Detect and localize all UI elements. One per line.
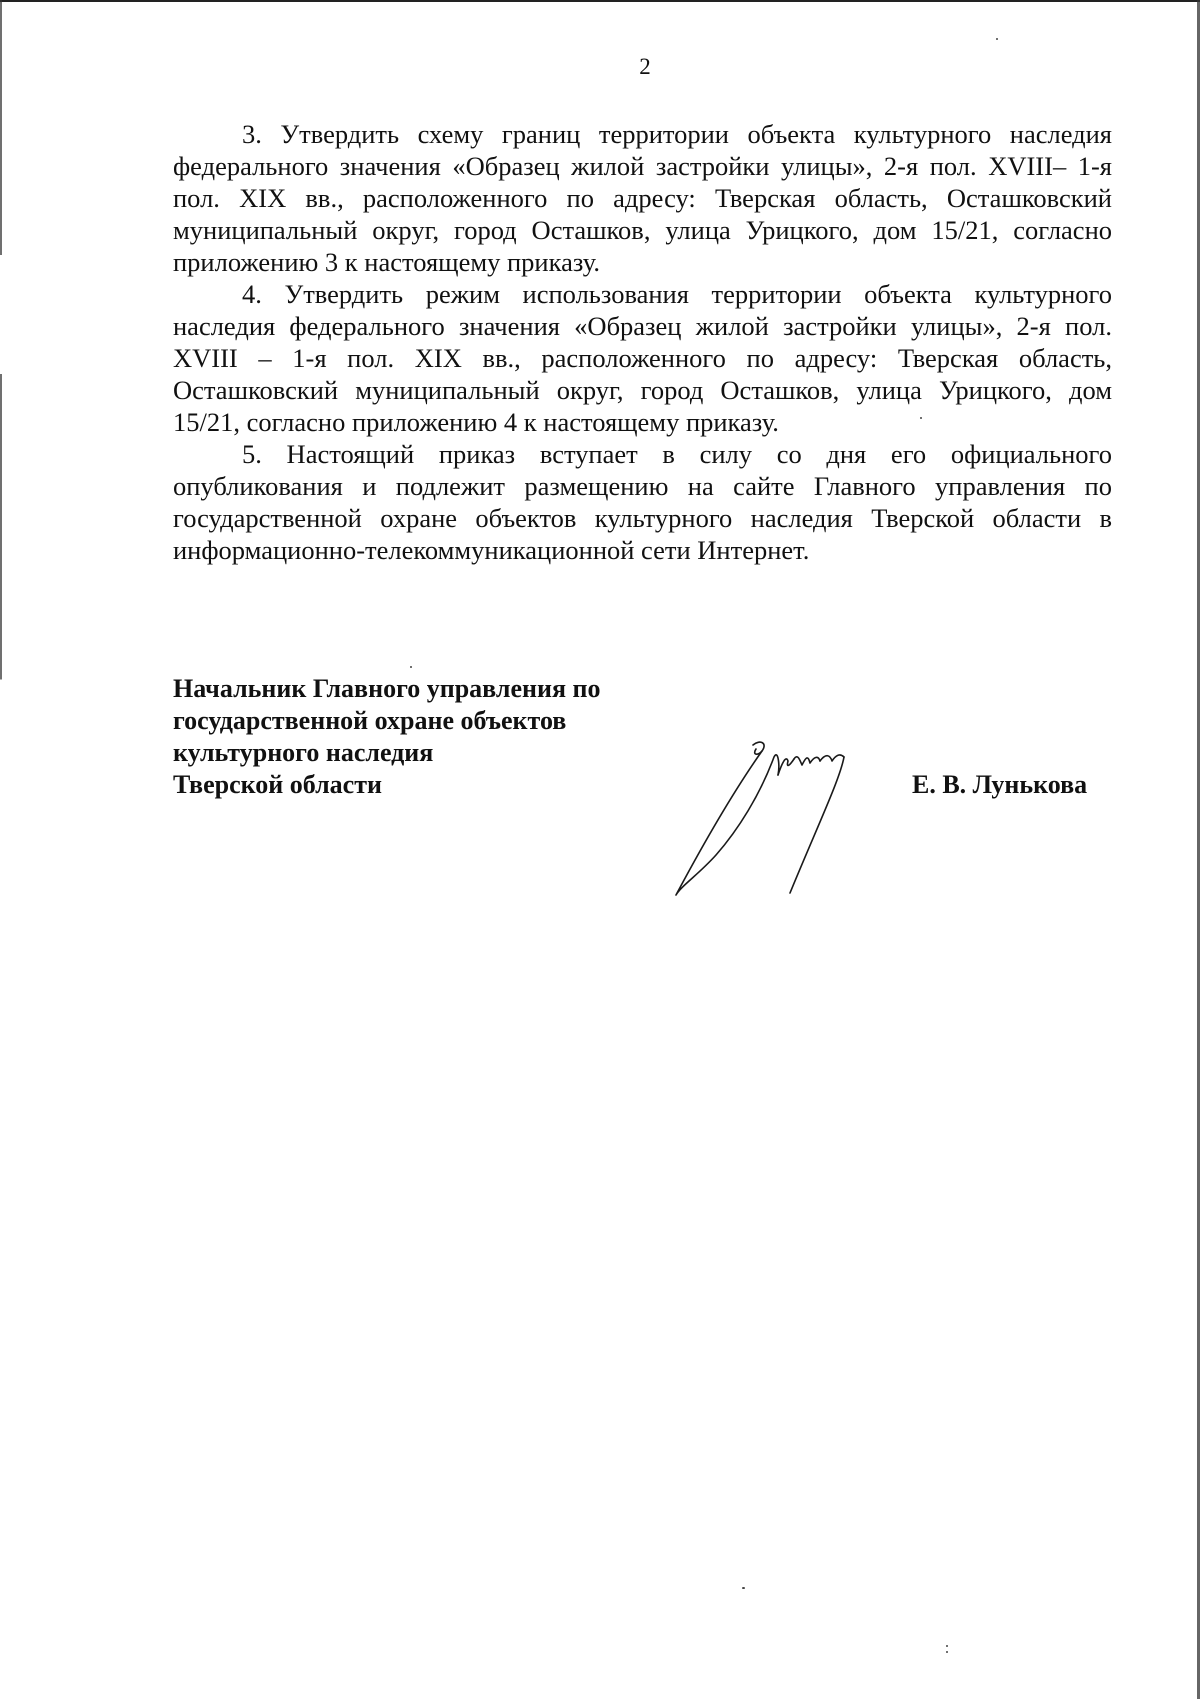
scan-speck — [742, 1587, 745, 1589]
signer-position-line: Тверской области — [173, 770, 382, 799]
paragraph-item-3: 3. Утвердить схему границ территории объекта культурного наследия федерального значения «Образец жилой застройки улицы», 2-я пол. XVIII– 1-я пол. XIX вв., расположенного по адресу: Тверская область, Осташковский муниципальный округ, город Осташков, улица Урицкого, дом 15/21, согласно приложению 3 к настоящему приказу. — [173, 119, 1112, 277]
signer-position-line: государственной охране объектов — [173, 706, 567, 735]
page-number: 2 — [639, 54, 651, 79]
scan-speck — [920, 417, 922, 419]
scan-speck — [410, 666, 412, 668]
scan-edge-left — [0, 0, 2, 1699]
paragraph-item-4: 4. Утвердить режим использования территории объекта культурного наследия федерального значения «Образец жилой застройки улицы», 2-я пол. XVIII – 1-я пол. XIX вв., расположенного по адресу: Тверская область, Осташковский муниципальный округ, город Осташков, улица Урицкого, дом 15/21, согласно приложению 4 к настоящему приказу. — [173, 279, 1112, 437]
signer-position — [173, 673, 601, 801]
scan-edge-top — [0, 0, 1200, 2]
document-body — [173, 118, 1112, 566]
scan-speck — [946, 1651, 948, 1653]
handwritten-signature — [668, 735, 883, 905]
paragraph-item-5: 5. Настоящий приказ вступает в силу со дня его официального опубликования и подлежит размещению на сайте Главного управления по государственной охране объектов культурного наследия Тверской области в информационно-телекоммуникационной сети Интернет. — [173, 439, 1112, 565]
scan-speck — [996, 38, 998, 40]
signer-name: Е. В. Лунькова — [912, 770, 1088, 799]
scan-speck — [946, 1645, 948, 1647]
signer-position-line: Начальник Главного управления по — [173, 674, 601, 703]
signer-position-line: культурного наследия — [173, 738, 434, 767]
